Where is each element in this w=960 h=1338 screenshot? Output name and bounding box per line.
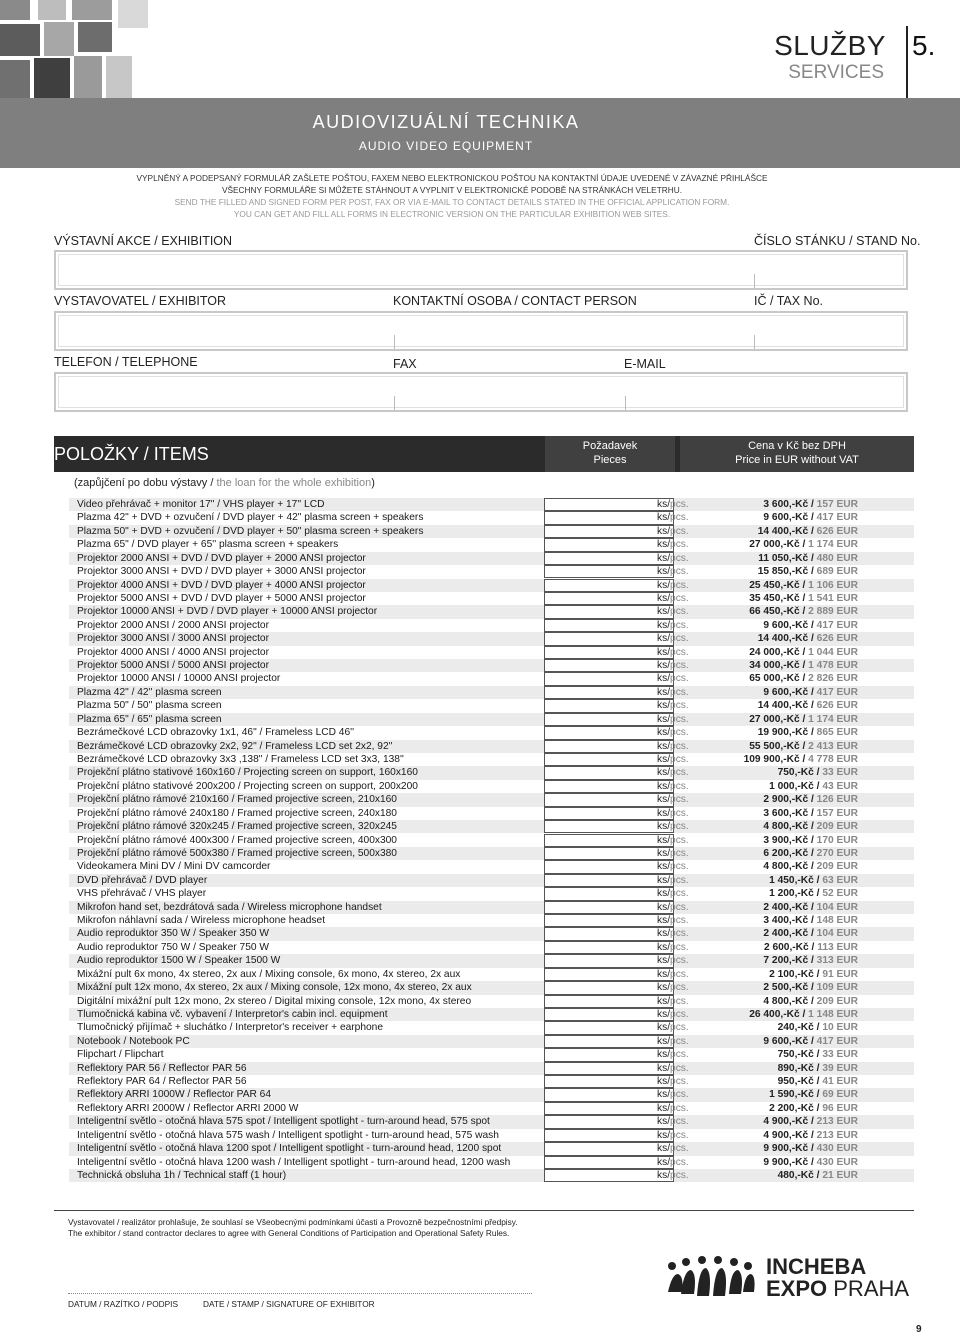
unit-label: ks/pcs.: [657, 794, 689, 806]
table-row: [69, 1088, 914, 1101]
item-name: Video přehrávač + monitor 17" / VHS player + 17'' LCD: [77, 499, 325, 510]
item-name: Projektor 5000 ANSI / 5000 ANSI projector: [77, 660, 269, 672]
table-row: [69, 605, 914, 618]
table-row: [69, 780, 914, 793]
unit-label: ks/pcs.: [657, 1022, 689, 1034]
table-row: [69, 538, 914, 551]
item-name: Projektor 3000 ANSI / 3000 ANSI projector: [77, 633, 269, 645]
table-row: [69, 1115, 914, 1128]
item-name: Plazma 50" + DVD + ozvučení / DVD player + 50" plasma screen + speakers: [77, 525, 424, 537]
unit-label: ks/pcs.: [657, 646, 689, 658]
item-name: Projektor 4000 ANSI / 4000 ANSI projector: [77, 646, 269, 658]
quantity-input[interactable]: [544, 874, 674, 887]
item-name: Projekční plátno rámové 400x300 / Framed projective screen, 400x300: [77, 834, 397, 846]
table-row: [69, 498, 914, 511]
quantity-input[interactable]: [544, 511, 674, 524]
price-header: [680, 436, 914, 472]
item-price: 750,-Kč / 33 EUR: [777, 1049, 858, 1061]
table-row: [69, 874, 914, 887]
table-row: [69, 699, 914, 712]
table-row: [69, 1048, 914, 1061]
header-mosaic: [0, 0, 150, 100]
item-price: 24 000,-Kč / 1 044 EUR: [749, 646, 858, 658]
table-row: [69, 632, 914, 645]
unit-label: ks/pcs.: [657, 780, 689, 792]
quantity-input[interactable]: [544, 659, 674, 672]
pieces-header-cz: Požadavek: [582, 440, 638, 452]
item-name: Flipchart / Flipchart: [77, 1049, 164, 1061]
unit-label: ks/pcs.: [657, 512, 689, 524]
item-price: 65 000,-Kč / 2 826 EUR: [749, 673, 858, 685]
table-row: [69, 552, 914, 565]
unit-label: ks/pcs.: [657, 995, 689, 1007]
table-row: [69, 901, 914, 914]
footer-divider: [54, 1210, 914, 1211]
table-row: [69, 954, 914, 967]
item-price: 4 900,-Kč / 213 EUR: [763, 1116, 858, 1128]
quantity-input[interactable]: [544, 793, 674, 806]
item-price: 3 400,-Kč / 148 EUR: [763, 915, 858, 927]
quantity-input[interactable]: [544, 592, 674, 605]
quantity-input[interactable]: [544, 498, 674, 511]
item-price: 1 590,-Kč / 69 EUR: [769, 1089, 858, 1101]
item-price: 15 850,-Kč / 689 EUR: [757, 566, 858, 578]
item-name: Projekční plátno rámové 240x180 / Framed projective screen, 240x180: [77, 807, 397, 819]
unit-label: ks/pcs.: [657, 619, 689, 631]
item-name: Plazma 50" / 50'' plasma screen: [77, 700, 222, 712]
table-row: [69, 941, 914, 954]
item-name: Plazma 42" + DVD + ozvučení / DVD player + 42" plasma screen + speakers: [77, 512, 424, 524]
quantity-input[interactable]: [544, 1129, 674, 1142]
item-name: Inteligentní světlo - otočná hlava 1200 spot / Intelligent spotlight - turn-around head, 1200 spot: [77, 1143, 502, 1155]
item-price: 2 200,-Kč / 96 EUR: [769, 1102, 858, 1114]
unit-label: ks/pcs.: [657, 740, 689, 752]
unit-label: ks/pcs.: [657, 499, 689, 510]
item-price: 4 800,-Kč / 209 EUR: [763, 821, 858, 833]
telephone-label: TELEFON / TELEPHONE: [54, 355, 198, 369]
declaration-en: The exhibitor / stand contractor declares to agree with General Conditions of Participation and Operational Safety Rules.: [68, 1228, 510, 1238]
table-row: [69, 686, 914, 699]
quantity-input[interactable]: [544, 1102, 674, 1115]
unit-label: ks/pcs.: [657, 1102, 689, 1114]
unit-label: ks/pcs.: [657, 1156, 689, 1168]
item-name: Projektor 3000 ANSI + DVD / DVD player + 3000 ANSI projector: [77, 566, 366, 578]
item-price: 25 450,-Kč / 1 106 EUR: [749, 579, 858, 591]
unit-label: ks/pcs.: [657, 592, 689, 604]
unit-label: ks/pcs.: [657, 727, 689, 739]
item-name: Audio reproduktor 750 W / Speaker 750 W: [77, 941, 269, 953]
item-name: Tlumočnická kabina vč. vybavení / Interpretor's cabin incl. equipment: [77, 1008, 388, 1020]
unit-label: ks/pcs.: [657, 1170, 689, 1181]
table-row: [69, 887, 914, 900]
quantity-input[interactable]: [544, 1088, 674, 1101]
exhibitor-label: VYSTAVOVATEL / EXHIBITOR: [54, 294, 227, 308]
unit-label: ks/pcs.: [657, 660, 689, 672]
item-price: 14 400,-Kč / 626 EUR: [757, 700, 858, 712]
table-row: [69, 807, 914, 820]
item-price: 1 450,-Kč / 63 EUR: [769, 874, 858, 886]
quantity-input[interactable]: [544, 753, 674, 766]
table-row: [69, 1102, 914, 1115]
item-price: 55 500,-Kč / 2 413 EUR: [749, 740, 858, 752]
unit-label: ks/pcs.: [657, 821, 689, 833]
item-name: Inteligentní světlo - otočná hlava 575 spot / Intelligent spotlight - turn-around head, 575 spot: [77, 1116, 490, 1128]
item-name: DVD přehrávač / DVD player: [77, 874, 208, 886]
signature-line[interactable]: [68, 1293, 532, 1294]
unit-label: ks/pcs.: [657, 700, 689, 712]
item-name: Projektor 10000 ANSI / 10000 ANSI projector: [77, 673, 281, 685]
unit-label: ks/pcs.: [657, 941, 689, 953]
unit-label: ks/pcs.: [657, 861, 689, 873]
instruction-cz-1: VYPLNĚNÝ A PODEPSANÝ FORMULÁŘ ZAŠLETE POŠTOU, FAXEM NEBO ELEKTRONICKOU POŠTOU NA KONTAKTNÍ ÚDAJE UVEDENÉ V ZÁVAZNÉ PŘIHLÁŠCE: [136, 173, 768, 183]
items-title: POLOŽKY / ITEMS: [54, 444, 209, 464]
unit-label: ks/pcs.: [657, 1089, 689, 1101]
quantity-input[interactable]: [544, 807, 674, 820]
item-price: 2 900,-Kč / 126 EUR: [763, 794, 858, 806]
item-name: Projekční plátno rámové 320x245 / Framed projective screen, 320x245: [77, 821, 397, 833]
item-name: Digitální mixážní pult 12x mono, 2x stereo / Digital mixing console, 12x mono, 4x stereo: [77, 995, 472, 1007]
contact-field[interactable]: [54, 372, 908, 412]
item-price: 9 600,-Kč / 417 EUR: [763, 512, 858, 524]
table-row: [69, 511, 914, 524]
quantity-input[interactable]: [544, 672, 674, 685]
quantity-input[interactable]: [544, 1169, 674, 1182]
item-price: 26 400,-Kč / 1 148 EUR: [749, 1008, 858, 1020]
item-price: 27 000,-Kč / 1 174 EUR: [749, 713, 858, 725]
quantity-input[interactable]: [544, 968, 674, 981]
quantity-input[interactable]: [544, 1075, 674, 1088]
unit-label: ks/pcs.: [657, 915, 689, 927]
item-price: 2 100,-Kč / 91 EUR: [769, 968, 858, 980]
item-name: Reflektory ARRI 2000W / Reflector ARRI 2000 W: [77, 1102, 299, 1114]
item-name: Projektor 4000 ANSI + DVD / DVD player + 4000 ANSI projector: [77, 579, 366, 591]
item-name: Notebook / Notebook PC: [77, 1035, 190, 1047]
unit-label: ks/pcs.: [657, 673, 689, 685]
unit-label: ks/pcs.: [657, 847, 689, 859]
table-row: [69, 726, 914, 739]
table-row: [69, 740, 914, 753]
quantity-input[interactable]: [544, 914, 674, 927]
item-name: Videokamera Mini DV / Mini DV camcorder: [77, 861, 271, 873]
item-name: Mixážní pult 6x mono, 4x stereo, 2x aux / Mixing console, 6x mono, 4x stereo, 2x aux: [77, 968, 461, 980]
item-name: Projekční plátno rámové 210x160 / Framed projective screen, 210x160: [77, 794, 397, 806]
quantity-input[interactable]: [544, 766, 674, 779]
unit-label: ks/pcs.: [657, 566, 689, 578]
quantity-input[interactable]: [544, 981, 674, 994]
item-name: Mikrofon hand set, bezdrátová sada / Wireless microphone handset: [77, 901, 382, 913]
table-row: [69, 968, 914, 981]
table-row: [69, 1035, 914, 1048]
item-price: 1 200,-Kč / 52 EUR: [769, 888, 858, 900]
item-name: Plazma 42" / 42'' plasma screen: [77, 686, 222, 698]
table-row: [69, 860, 914, 873]
item-price: 14 400,-Kč / 626 EUR: [757, 633, 858, 645]
unit-label: ks/pcs.: [657, 807, 689, 819]
item-price: 2 400,-Kč / 104 EUR: [763, 901, 858, 913]
table-row: [69, 914, 914, 927]
quantity-input[interactable]: [544, 927, 674, 940]
table-row: [69, 766, 914, 779]
unit-label: ks/pcs.: [657, 1049, 689, 1061]
quantity-input[interactable]: [544, 1156, 674, 1169]
item-name: Reflektory PAR 56 / Reflector PAR 56: [77, 1062, 247, 1074]
quantity-input[interactable]: [544, 820, 674, 833]
quantity-input[interactable]: [544, 941, 674, 954]
instruction-cz-2: VŠECHNY FORMULÁŘE SI MŮŽETE STÁHNOUT A VYPLNIT V ELEKTRONICKÉ PODOBĚ NA STRÁNKÁCH VELETRHU.: [221, 185, 683, 195]
quantity-input[interactable]: [544, 740, 674, 753]
unit-label: ks/pcs.: [657, 606, 689, 618]
pieces-header: [545, 436, 675, 472]
table-row: [69, 1062, 914, 1075]
logo-text-incheba: INCHEBA: [766, 1254, 867, 1279]
loan-note: (zapůjčení po dobu výstavy / the loan for the whole exhibition): [74, 477, 375, 489]
email-label: E-MAIL: [624, 357, 666, 371]
item-price: 66 450,-Kč / 2 889 EUR: [749, 606, 858, 618]
quantity-input[interactable]: [544, 525, 674, 538]
unit-label: ks/pcs.: [657, 928, 689, 940]
item-name: Projektor 10000 ANSI + DVD / DVD player + 10000 ANSI projector: [77, 606, 378, 618]
table-row: [69, 753, 914, 766]
item-price: 480,-Kč / 21 EUR: [777, 1170, 858, 1181]
table-row: [69, 981, 914, 994]
item-name: Projekční plátno rámové 500x380 / Framed projective screen, 500x380: [77, 847, 397, 859]
item-name: Reflektory PAR 64 / Reflector PAR 56: [77, 1076, 247, 1088]
unit-label: ks/pcs.: [657, 874, 689, 886]
quantity-input[interactable]: [544, 1021, 674, 1034]
unit-label: ks/pcs.: [657, 1008, 689, 1020]
table-row: [69, 1169, 914, 1182]
item-price: 4 800,-Kč / 209 EUR: [763, 861, 858, 873]
item-price: 750,-Kč / 33 EUR: [777, 767, 858, 779]
logo-text-expo-praha: EXPO PRAHA: [766, 1276, 910, 1301]
item-price: 4 900,-Kč / 213 EUR: [763, 1129, 858, 1141]
item-price: 950,-Kč / 41 EUR: [777, 1076, 858, 1088]
table-row: [69, 1008, 914, 1021]
item-price: 2 500,-Kč / 109 EUR: [763, 982, 858, 994]
item-price: 9 600,-Kč / 417 EUR: [763, 619, 858, 631]
quantity-input[interactable]: [544, 579, 674, 592]
table-row: [69, 1156, 914, 1169]
item-name: VHS přehrávač / VHS player: [77, 888, 207, 900]
section-subtitle: SERVICES: [788, 62, 884, 83]
item-name: Mixážní pult 12x mono, 4x stereo, 2x aux / Mixing console, 12x mono, 4x stereo, 2x aux: [77, 982, 472, 994]
declaration-cz: Vystavovatel / realizátor prohlašuje, že souhlasí se Všeobecnými podmínkami účasti a Provozně bezpečnostními předpisy.: [68, 1217, 518, 1227]
item-name: Mikrofon náhlavní sada / Wireless microphone headset: [77, 915, 326, 927]
exhibition-label: VÝSTAVNÍ AKCE / EXHIBITION: [54, 234, 233, 248]
quantity-input[interactable]: [544, 834, 674, 847]
quantity-input[interactable]: [544, 686, 674, 699]
item-price: 9 900,-Kč / 430 EUR: [763, 1143, 858, 1155]
signature-label-cz: DATUM / RAZÍTKO / PODPIS: [68, 1299, 179, 1309]
quantity-input[interactable]: [544, 538, 674, 551]
quantity-input[interactable]: [544, 552, 674, 565]
table-row: [69, 659, 914, 672]
quantity-input[interactable]: [544, 847, 674, 860]
price-header-en: Price in EUR without VAT: [735, 454, 859, 466]
item-name: Projektor 5000 ANSI + DVD / DVD player + 5000 ANSI projector: [77, 592, 366, 604]
quantity-input[interactable]: [544, 1048, 674, 1061]
quantity-input[interactable]: [544, 1115, 674, 1128]
item-price: 3 600,-Kč / 157 EUR: [763, 499, 858, 510]
item-name: Reflektory ARRI 1000W / Reflector PAR 64: [77, 1089, 272, 1101]
section-number: 5.: [912, 30, 936, 61]
item-price: 9 600,-Kč / 417 EUR: [763, 1035, 858, 1047]
item-price: 11 050,-Kč / 480 EUR: [758, 552, 858, 564]
item-price: 2 400,-Kč / 104 EUR: [763, 928, 858, 940]
quantity-input[interactable]: [544, 726, 674, 739]
quantity-input[interactable]: [544, 646, 674, 659]
page-number: 9: [916, 1324, 922, 1335]
item-price: 4 800,-Kč / 209 EUR: [763, 995, 858, 1007]
table-row: [69, 619, 914, 632]
unit-label: ks/pcs.: [657, 834, 689, 846]
unit-label: ks/pcs.: [657, 539, 689, 551]
item-price: 27 000,-Kč / 1 174 EUR: [749, 539, 858, 551]
unit-label: ks/pcs.: [657, 955, 689, 967]
quantity-input[interactable]: [544, 619, 674, 632]
table-row: [69, 672, 914, 685]
item-price: 34 000,-Kč / 1 478 EUR: [749, 660, 858, 672]
item-price: 2 600,-Kč / 113 EUR: [763, 941, 858, 953]
item-name: Audio reproduktor 1500 W / Speaker 1500 W: [77, 955, 281, 967]
table-row: [69, 646, 914, 659]
unit-label: ks/pcs.: [657, 982, 689, 994]
table-row: [69, 565, 914, 578]
quantity-input[interactable]: [544, 1062, 674, 1075]
unit-label: ks/pcs.: [657, 1129, 689, 1141]
item-price: 3 600,-Kč / 157 EUR: [763, 807, 858, 819]
unit-label: ks/pcs.: [657, 1143, 689, 1155]
quantity-input[interactable]: [544, 887, 674, 900]
instruction-en-1: SEND THE FILLED AND SIGNED FORM PER POST, FAX OR VIA E-MAIL TO CONTACT DETAILS STATED IN THE OFFICIAL APPLICATION FORM.: [174, 197, 730, 207]
table-row: [69, 1021, 914, 1034]
item-price: 9 900,-Kč / 430 EUR: [763, 1156, 858, 1168]
quantity-input[interactable]: [544, 565, 674, 578]
unit-label: ks/pcs.: [657, 767, 689, 779]
unit-label: ks/pcs.: [657, 633, 689, 645]
unit-label: ks/pcs.: [657, 525, 689, 537]
quantity-input[interactable]: [544, 632, 674, 645]
quantity-input[interactable]: [544, 954, 674, 967]
unit-label: ks/pcs.: [657, 1116, 689, 1128]
section-title: SLUŽBY: [774, 30, 886, 61]
quantity-input[interactable]: [544, 1142, 674, 1155]
unit-label: ks/pcs.: [657, 686, 689, 698]
item-name: Projekční plátno stativové 160x160 / Projecting screen on support, 160x160: [77, 767, 418, 779]
table-row: [69, 592, 914, 605]
exhibitor-field[interactable]: [54, 311, 908, 351]
quantity-input[interactable]: [544, 901, 674, 914]
unit-label: ks/pcs.: [657, 713, 689, 725]
table-row: [69, 1142, 914, 1155]
quantity-input[interactable]: [544, 605, 674, 618]
incheba-logo-icon: [664, 1252, 760, 1304]
item-price: 14 400,-Kč / 626 EUR: [757, 525, 858, 537]
item-name: Bezrámečkové LCD obrazovky 2x2, 92" / Frameless LCD set 2x2, 92'': [77, 740, 393, 752]
table-row: [69, 525, 914, 538]
table-row: [69, 847, 914, 860]
fax-label: FAX: [393, 357, 417, 371]
item-name: Audio reproduktor 350 W / Speaker 350 W: [77, 928, 269, 940]
instruction-en-2: YOU CAN GET AND FILL ALL FORMS IN ELECTRONIC VERSION ON THE PARTICULAR EXHIBITION WEB SITES.: [233, 209, 671, 219]
item-name: Projektor 2000 ANSI / 2000 ANSI projector: [77, 619, 269, 631]
item-name: Inteligentní světlo - otočná hlava 575 wash / Intelligent spotlight - turn-around head, 575 wash: [77, 1129, 499, 1141]
item-price: 240,-Kč / 10 EUR: [777, 1022, 858, 1034]
unit-label: ks/pcs.: [657, 968, 689, 980]
unit-label: ks/pcs.: [657, 579, 689, 591]
table-row: [69, 995, 914, 1008]
quantity-input[interactable]: [544, 995, 674, 1008]
item-price: 1 000,-Kč / 43 EUR: [769, 780, 858, 792]
item-name: Projekční plátno stativové 200x200 / Projecting screen on support, 200x200: [77, 780, 418, 792]
quantity-input[interactable]: [544, 699, 674, 712]
quantity-input[interactable]: [544, 780, 674, 793]
unit-label: ks/pcs.: [657, 888, 689, 900]
unit-label: ks/pcs.: [657, 1062, 689, 1074]
contact-label: KONTAKTNÍ OSOBA / CONTACT PERSON: [393, 294, 637, 308]
item-name: Tlumočnický přijímač + sluchátko / Interpretor's receiver + earphone: [77, 1022, 384, 1034]
table-row: [69, 579, 914, 592]
item-name: Technická obsluha 1h / Technical staff (1 hour): [77, 1170, 287, 1181]
item-price: 35 450,-Kč / 1 541 EUR: [749, 592, 858, 604]
table-row: [69, 927, 914, 940]
unit-label: ks/pcs.: [657, 901, 689, 913]
table-row: [69, 793, 914, 806]
item-name: Plazma 65" / 65'' plasma screen: [77, 713, 222, 725]
item-price: 890,-Kč / 39 EUR: [777, 1062, 858, 1074]
page-title: AUDIOVIZUÁLNÍ TECHNIKA: [312, 112, 580, 132]
stand-label: ČÍSLO STÁNKU / STAND No.: [754, 234, 921, 248]
unit-label: ks/pcs.: [657, 753, 689, 765]
item-name: Bezrámečkové LCD obrazovky 1x1, 46" / Frameless LCD 46'': [77, 727, 355, 739]
item-price: 9 600,-Kč / 417 EUR: [763, 686, 858, 698]
item-name: Inteligentní světlo - otočná hlava 1200 wash / Intelligent spotlight - turn-around head, 1200 wash: [77, 1156, 511, 1168]
price-header-cz: Cena v Kč bez DPH: [748, 440, 846, 452]
item-price: 3 900,-Kč / 170 EUR: [763, 834, 858, 846]
quantity-input[interactable]: [544, 1008, 674, 1021]
table-row: [69, 834, 914, 847]
table-row: [69, 1075, 914, 1088]
tax-label: IČ / TAX No.: [754, 294, 824, 308]
quantity-input[interactable]: [544, 713, 674, 726]
page-subtitle: AUDIO VIDEO EQUIPMENT: [358, 139, 534, 153]
signature-label-en: DATE / STAMP / SIGNATURE OF EXHIBITOR: [203, 1299, 375, 1309]
title-bar: [0, 98, 960, 168]
unit-label: ks/pcs.: [657, 1076, 689, 1088]
item-price: 7 200,-Kč / 313 EUR: [763, 955, 858, 967]
exhibition-field[interactable]: [54, 250, 908, 290]
unit-label: ks/pcs.: [657, 1035, 689, 1047]
table-row: [69, 1129, 914, 1142]
quantity-input[interactable]: [544, 1035, 674, 1048]
pieces-header-en: Pieces: [593, 454, 627, 466]
item-name: Plazma 65" / DVD player + 65'' plasma screen + speakers: [77, 539, 339, 551]
item-price: 19 900,-Kč / 865 EUR: [757, 727, 858, 739]
quantity-input[interactable]: [544, 860, 674, 873]
item-price: 109 900,-Kč / 4 778 EUR: [743, 753, 858, 765]
item-name: Projektor 2000 ANSI + DVD / DVD player + 2000 ANSI projector: [77, 552, 366, 564]
item-price: 6 200,-Kč / 270 EUR: [763, 847, 858, 859]
table-row: [69, 713, 914, 726]
table-row: [69, 820, 914, 833]
item-name: Bezrámečkové LCD obrazovky 3x3 ,138" / Frameless LCD set 3x3, 138'': [77, 753, 404, 765]
unit-label: ks/pcs.: [657, 552, 689, 564]
